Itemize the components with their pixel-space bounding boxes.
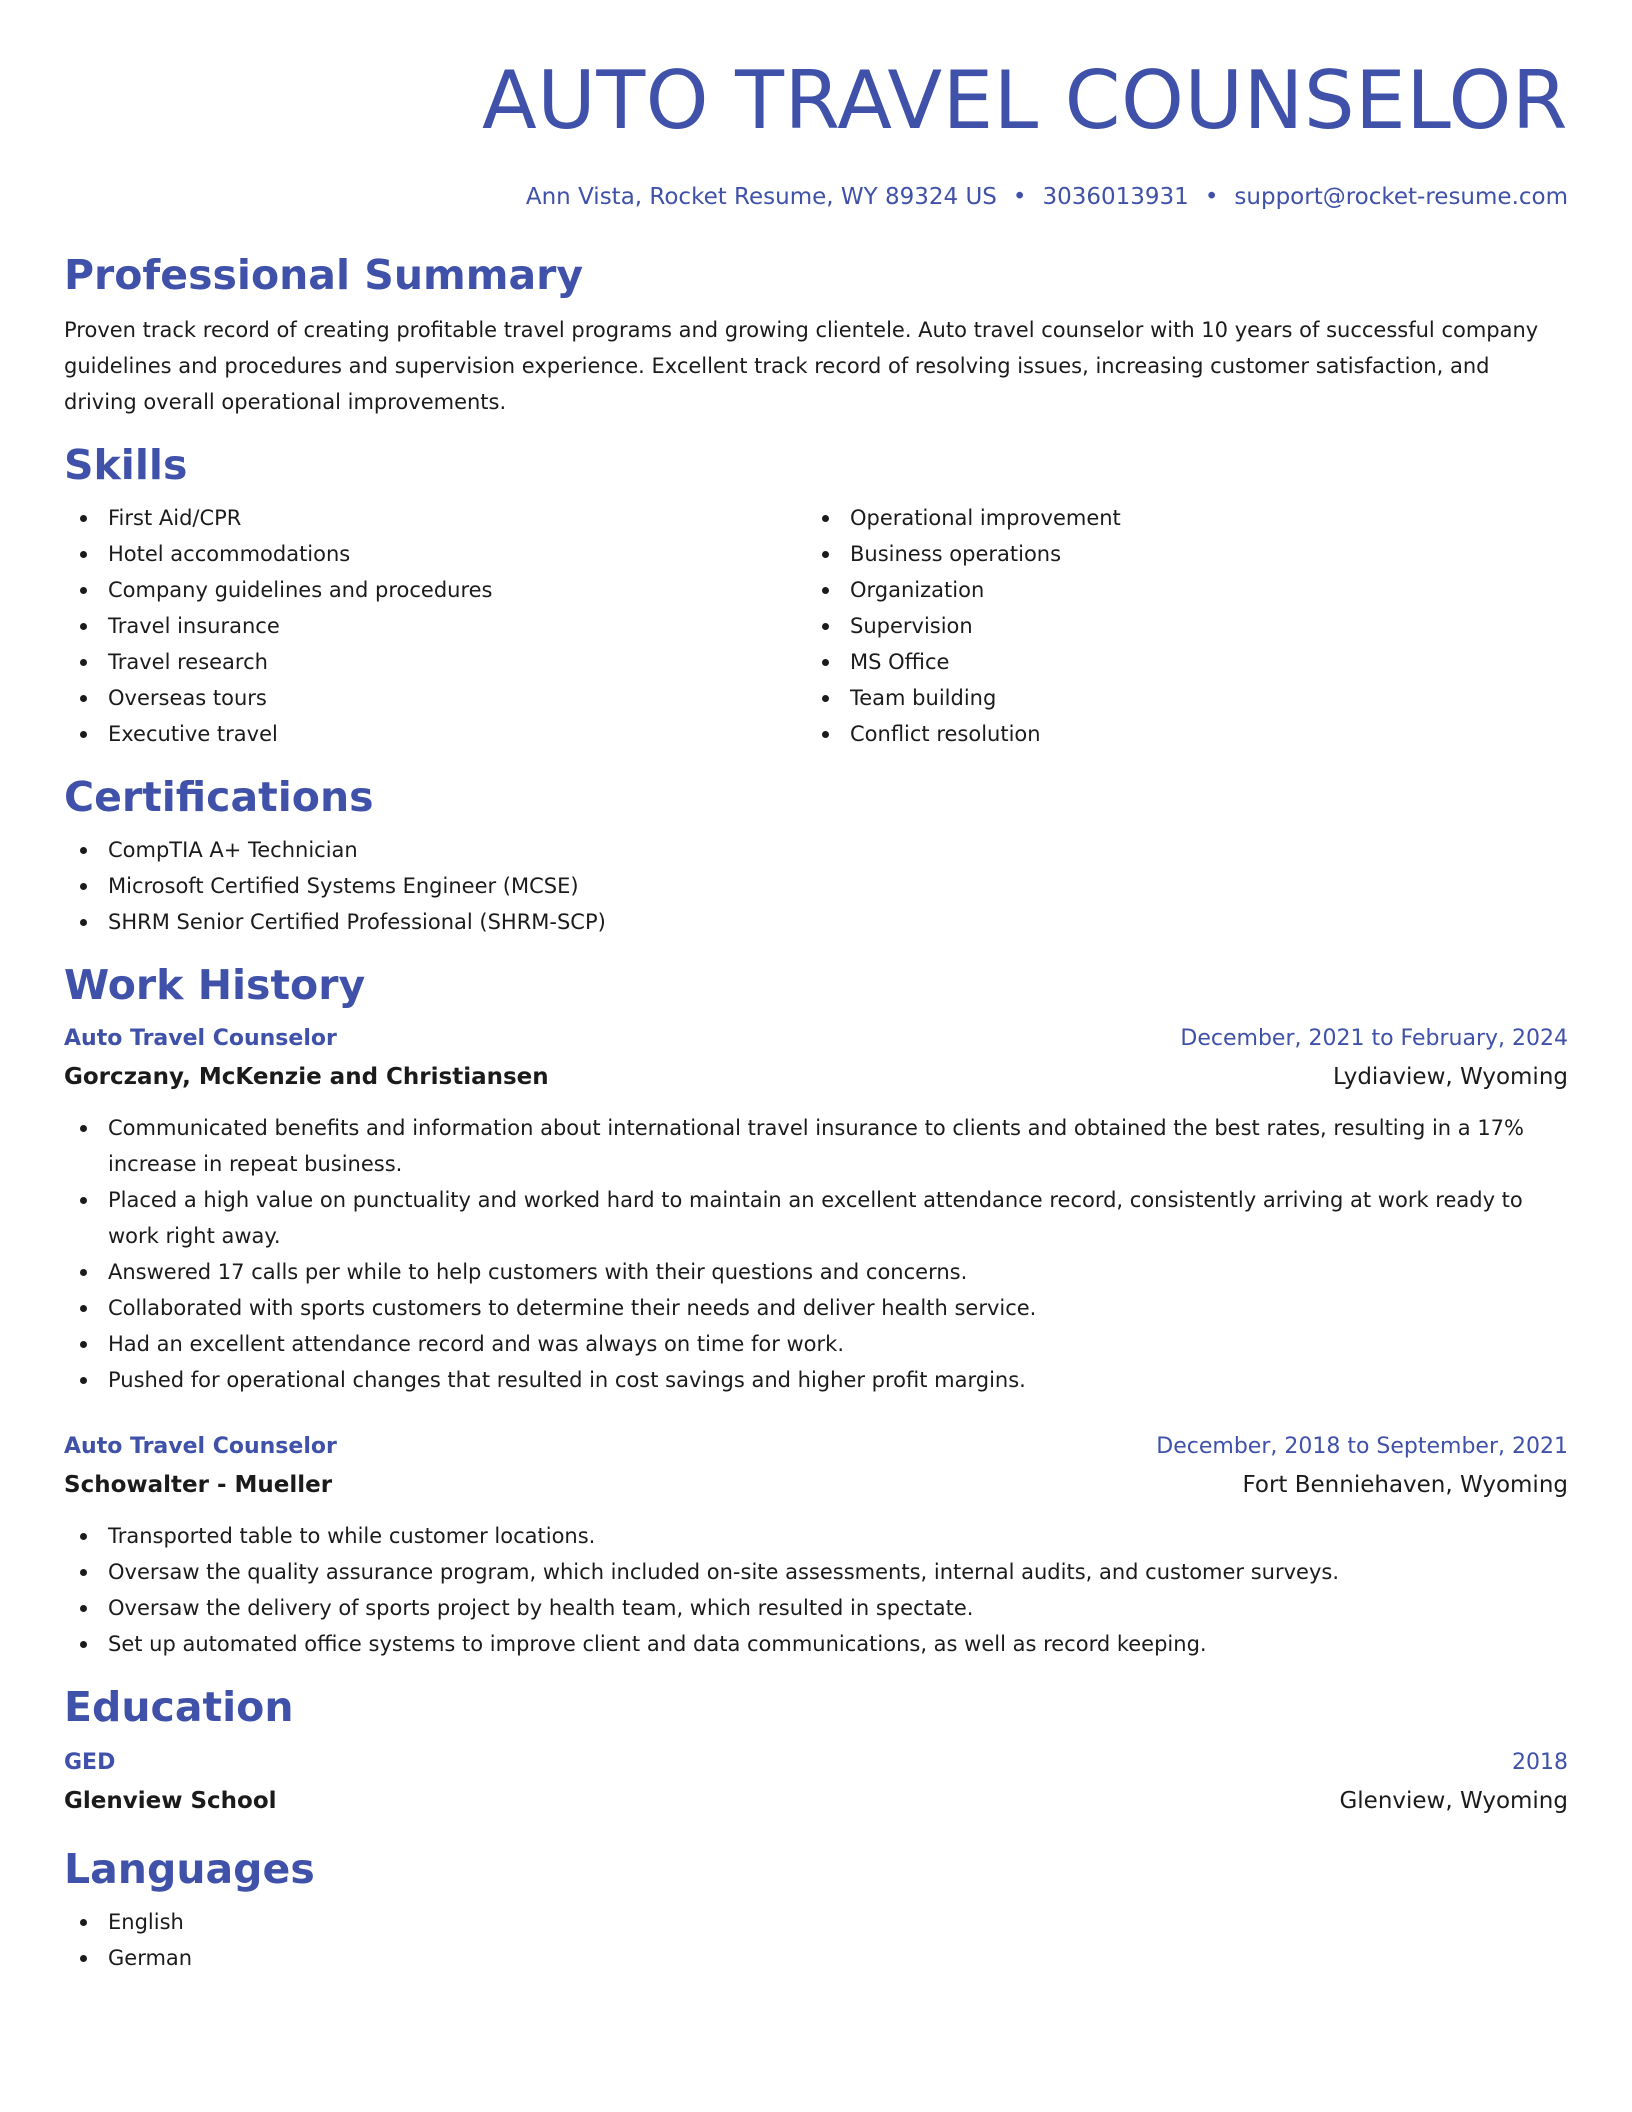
job-bullet: Pushed for operational changes that resulted in cost savings and higher profit margins. xyxy=(64,1362,1568,1398)
skill-item: Team building xyxy=(806,680,1548,716)
contact-separator: • xyxy=(1012,184,1027,210)
skills-right-list xyxy=(806,500,1548,752)
languages-list xyxy=(64,1904,1568,1976)
skill-item: Travel insurance xyxy=(64,608,806,644)
contact-line xyxy=(64,182,1568,212)
job-company: Schowalter - Mueller xyxy=(64,1472,333,1498)
skill-item: Overseas tours xyxy=(64,680,806,716)
certifications-list xyxy=(64,832,1568,940)
contact-address: Ann Vista, Rocket Resume, WY 89324 US xyxy=(525,184,997,210)
languages-heading: Languages xyxy=(64,1845,315,1893)
skill-item: Hotel accommodations xyxy=(64,536,806,572)
job-bullet: Transported table to while customer locations. xyxy=(64,1518,1568,1554)
education-location: Glenview, Wyoming xyxy=(1339,1788,1568,1814)
certification-item: Microsoft Certified Systems Engineer (MCSE) xyxy=(64,868,1568,904)
skill-item: Conflict resolution xyxy=(806,716,1548,752)
education-year: 2018 xyxy=(1512,1750,1568,1775)
contact-email: support@rocket-resume.com xyxy=(1234,184,1568,210)
job-bullet: Oversaw the quality assurance program, which included on-site assessments, internal audits, and customer surveys. xyxy=(64,1554,1568,1590)
job-company-row xyxy=(64,1466,1568,1504)
certifications-section xyxy=(64,772,1568,940)
job-title: Auto Travel Counselor xyxy=(64,1026,337,1051)
job-location: Fort Benniehaven, Wyoming xyxy=(1242,1472,1568,1498)
job-bullets xyxy=(64,1518,1568,1662)
job-bullet: Communicated benefits and information about international travel insurance to clients and obtained the best rates, resulting in a 17% increase in repeat business. xyxy=(64,1110,1568,1182)
work-history-heading: Work History xyxy=(64,961,366,1009)
job-title: Auto Travel Counselor xyxy=(64,1434,337,1459)
skill-item: Travel research xyxy=(64,644,806,680)
work-history-section xyxy=(64,960,1568,1662)
job-dates: December, 2018 to September, 2021 xyxy=(1156,1434,1568,1459)
languages-section xyxy=(64,1844,1568,1976)
resume-header xyxy=(64,56,1568,212)
candidate-title: AUTO TRAVEL COUNSELOR xyxy=(482,54,1568,147)
summary-section xyxy=(64,250,1568,420)
education-section xyxy=(64,1682,1568,1820)
skill-item: First Aid/CPR xyxy=(64,500,806,536)
summary-text: Proven track record of creating profitable travel programs and growing clientele. Auto travel counselor with 10 years of successful company guidelines and procedures and supervision experience. Excellent track record of resolving issues, increasing customer satisfaction, and driving overall operational improvements. xyxy=(64,318,1539,414)
contact-separator: • xyxy=(1204,184,1219,210)
job-entry xyxy=(64,1428,1568,1662)
certification-item: CompTIA A+ Technician xyxy=(64,832,1568,868)
skill-item: Supervision xyxy=(806,608,1548,644)
contact-phone: 3036013931 xyxy=(1042,184,1189,210)
job-bullet: Placed a high value on punctuality and worked hard to maintain an excellent attendance record, consistently arriving at work ready to work right away. xyxy=(64,1182,1568,1254)
job-bullet: Set up automated office systems to improve client and data communications, as well as record keeping. xyxy=(64,1626,1568,1662)
language-item: English xyxy=(64,1904,1568,1940)
job-company: Gorczany, McKenzie and Christiansen xyxy=(64,1064,549,1090)
job-bullet: Answered 17 calls per while to help customers with their questions and concerns. xyxy=(64,1254,1568,1290)
summary-heading: Professional Summary xyxy=(64,251,584,299)
education-degree: GED xyxy=(64,1750,116,1775)
job-company-row xyxy=(64,1058,1568,1096)
job-bullet: Oversaw the delivery of sports project by health team, which resulted in spectate. xyxy=(64,1590,1568,1626)
skill-item: Organization xyxy=(806,572,1548,608)
skills-grid xyxy=(64,500,1568,752)
job-header-row xyxy=(64,1020,1568,1058)
job-header-row xyxy=(64,1428,1568,1466)
education-school: Glenview School xyxy=(64,1788,277,1814)
education-school-row xyxy=(64,1782,1568,1820)
job-bullet: Collaborated with sports customers to determine their needs and deliver health service. xyxy=(64,1290,1568,1326)
certification-item: SHRM Senior Certified Professional (SHRM-SCP) xyxy=(64,904,1568,940)
resume-page xyxy=(64,0,1568,1976)
skill-item: Company guidelines and procedures xyxy=(64,572,806,608)
skills-left-list xyxy=(64,500,806,752)
skill-item: Business operations xyxy=(806,536,1548,572)
skill-item: Operational improvement xyxy=(806,500,1548,536)
job-bullet: Had an excellent attendance record and was always on time for work. xyxy=(64,1326,1568,1362)
education-entry xyxy=(64,1744,1568,1820)
skills-heading: Skills xyxy=(64,441,188,489)
language-item: German xyxy=(64,1940,1568,1976)
education-header-row xyxy=(64,1744,1568,1782)
skill-item: Executive travel xyxy=(64,716,806,752)
skills-section xyxy=(64,440,1568,752)
job-dates: December, 2021 to February, 2024 xyxy=(1180,1026,1568,1051)
job-entry xyxy=(64,1020,1568,1398)
job-location: Lydiaview, Wyoming xyxy=(1333,1064,1568,1090)
education-heading: Education xyxy=(64,1683,294,1731)
skill-item: MS Office xyxy=(806,644,1548,680)
certifications-heading: Certifications xyxy=(64,773,374,821)
job-bullets xyxy=(64,1110,1568,1398)
